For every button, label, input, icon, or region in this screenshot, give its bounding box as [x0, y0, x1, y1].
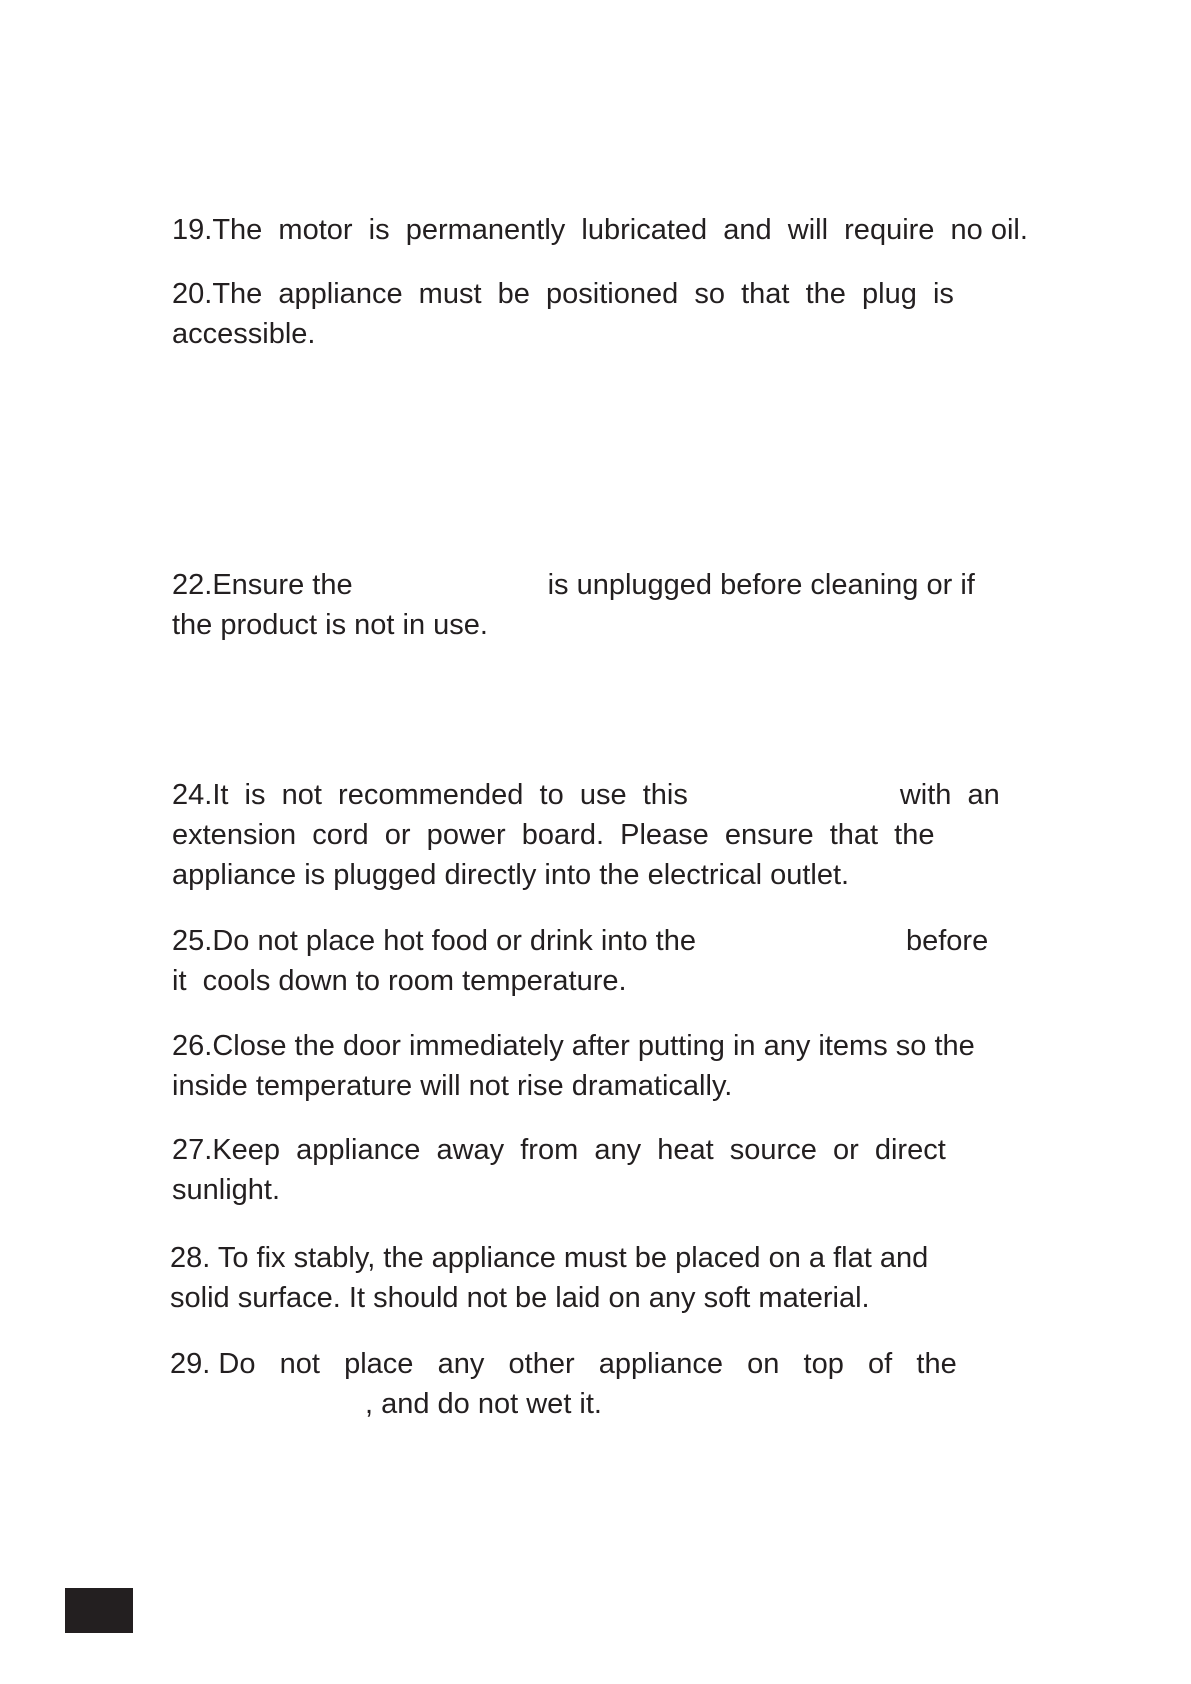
safety-item-25 — [172, 921, 988, 1001]
item-number: 27. — [172, 1134, 213, 1166]
item-number: 24. — [172, 779, 213, 811]
item-text: with an — [899, 779, 1000, 811]
item-text: appliance is plugged directly into the electrical outlet. — [172, 859, 850, 891]
item-text: The appliance must be positioned so that the plug is — [212, 278, 954, 310]
item-number: 26. — [172, 1030, 213, 1062]
item-text: 29. Do not place any other appliance on top of the — [170, 1348, 957, 1380]
item-text: , and do not wet it. — [365, 1388, 602, 1420]
item-text: It is not recommended to use this — [212, 779, 688, 811]
page-number-tab — [65, 1588, 133, 1633]
item-text: sunlight. — [172, 1174, 281, 1206]
safety-item-28 — [170, 1238, 928, 1318]
item-text: Do not place hot food or drink into the — [212, 925, 696, 957]
safety-item-29 — [170, 1344, 957, 1424]
safety-item-22 — [172, 565, 975, 645]
item-number: 19. — [172, 214, 213, 246]
item-text: is unplugged before cleaning or if — [547, 569, 975, 601]
safety-item-20 — [172, 274, 954, 354]
item-number: 20. — [172, 278, 213, 310]
item-text: extension cord or power board. Please ensure that the — [172, 819, 935, 851]
item-text: the product is not in use. — [172, 609, 488, 641]
item-number: 25. — [172, 925, 213, 957]
item-text: before — [905, 925, 989, 957]
item-text: solid surface. It should not be laid on any soft material. — [170, 1282, 870, 1314]
safety-item-19 — [172, 210, 1028, 250]
item-text: inside temperature will not rise dramatically. — [172, 1070, 733, 1102]
item-number: 22. — [172, 569, 213, 601]
item-text: accessible. — [172, 318, 316, 350]
safety-item-26 — [172, 1026, 975, 1106]
item-text: Close the door immediately after putting in any items so the — [212, 1030, 975, 1062]
item-text: it cools down to room temperature. — [172, 965, 627, 997]
item-text: Ensure the — [212, 569, 353, 601]
item-text: 28. To fix stably, the appliance must be placed on a flat and — [170, 1242, 929, 1274]
item-text: The motor is permanently lubricated and will require no oil. — [212, 214, 1028, 246]
safety-item-24 — [172, 775, 1000, 895]
item-text: Keep appliance away from any heat source or direct — [212, 1134, 946, 1166]
safety-item-27 — [172, 1130, 946, 1210]
